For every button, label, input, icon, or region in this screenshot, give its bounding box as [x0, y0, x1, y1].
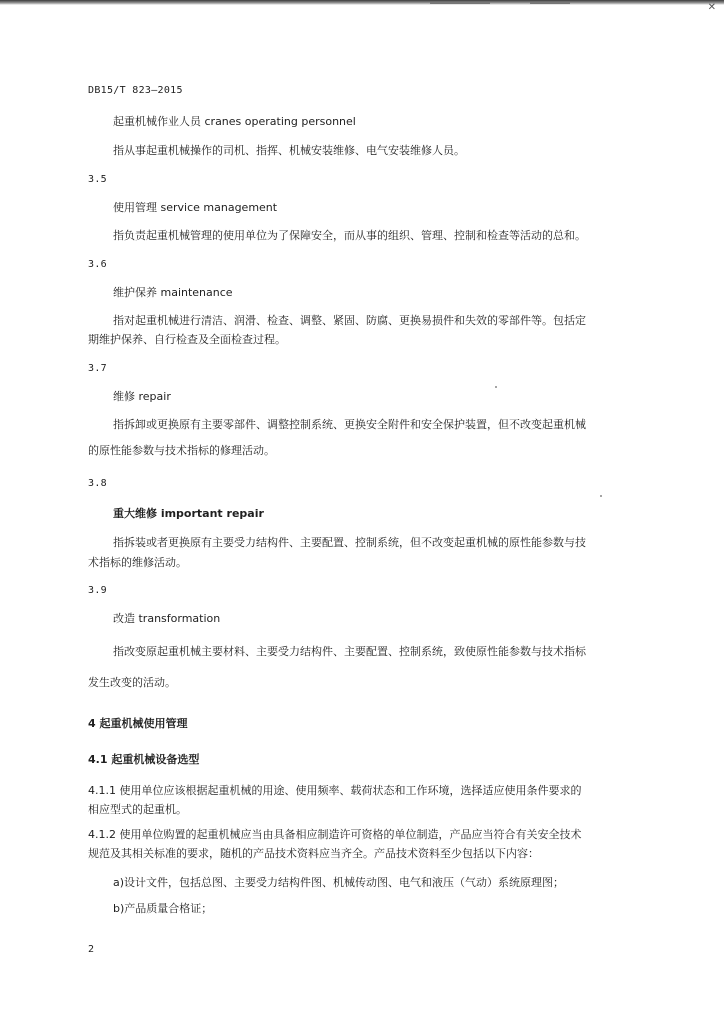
section-heading: 4.1 起重机械设备选型 [88, 753, 200, 766]
term-body: 指拆卸或更换原有主要零部件、调整控制系统、更换安全附件和安全保护装置，但不改变起重机械 [113, 418, 586, 431]
scan-speck [600, 495, 602, 497]
clause-number: 3.6 [88, 259, 107, 270]
scan-artifact [430, 2, 490, 4]
term-title: 改造 transformation [113, 612, 221, 625]
term-body: 术指标的维修活动。 [88, 556, 187, 569]
term-body: 的原性能参数与技术指标的修理活动。 [88, 444, 275, 457]
clause-number: 3.7 [88, 363, 107, 374]
scan-edge [0, 0, 724, 5]
term-title: 使用管理 service management [113, 201, 278, 214]
clause-number: 3.8 [88, 478, 107, 489]
clause-body: 相应型式的起重机。 [88, 803, 187, 816]
term-body: 指负责起重机械管理的使用单位为了保障安全，而从事的组织、管理、控制和检查等活动的总和。 [113, 229, 586, 242]
term-body: 指从事起重机械操作的司机、指挥、机械安装维修、电气安装维修人员。 [113, 144, 465, 157]
term-title: 起重机械作业人员 cranes operating personnel [113, 115, 356, 128]
chapter-heading: 4 起重机械使用管理 [88, 717, 188, 730]
clause-body: 4.1.1 使用单位应该根据起重机械的用途、使用频率、载荷状态和工作环境，选择适应使用条件要求的 [88, 784, 582, 797]
term-title: 维护保养 maintenance [113, 286, 233, 299]
term-body: 发生改变的活动。 [88, 676, 176, 689]
clause-number: 3.9 [88, 585, 107, 596]
corner-mark: ✕ [707, 2, 716, 13]
term-title: 重大维修 important repair [113, 507, 264, 520]
scan-artifact [530, 2, 570, 4]
clause-body: 规范及其相关标准的要求，随机的产品技术资料应当齐全。产品技术资料至少包括以下内容： [88, 847, 539, 860]
standard-code: DB15/T 823—2015 [88, 85, 183, 96]
term-body: 指改变原起重机械主要材料、主要受力结构件、主要配置、控制系统，致使原性能参数与技术指标 [113, 645, 586, 658]
scan-speck [495, 386, 497, 388]
list-item: b)产品质量合格证； [113, 902, 213, 915]
term-body: 指拆装或者更换原有主要受力结构件、主要配置、控制系统，但不改变起重机械的原性能参数与技 [113, 536, 586, 549]
list-item: a)设计文件，包括总图、主要受力结构件图、机械传动图、电气和液压（气动）系统原理图； [113, 876, 565, 889]
clause-body: 4.1.2 使用单位购置的起重机械应当由具备相应制造许可资格的单位制造，产品应当符合有关安全技术 [88, 828, 582, 841]
clause-number: 3.5 [88, 174, 107, 185]
term-title: 维修 repair [113, 390, 171, 403]
term-body: 指对起重机械进行清洁、润滑、检查、调整、紧固、防腐、更换易损件和失效的零部件等。包括定 [113, 314, 586, 327]
term-body: 期维护保养、自行检查及全面检查过程。 [88, 333, 286, 346]
page-number: 2 [88, 944, 95, 955]
